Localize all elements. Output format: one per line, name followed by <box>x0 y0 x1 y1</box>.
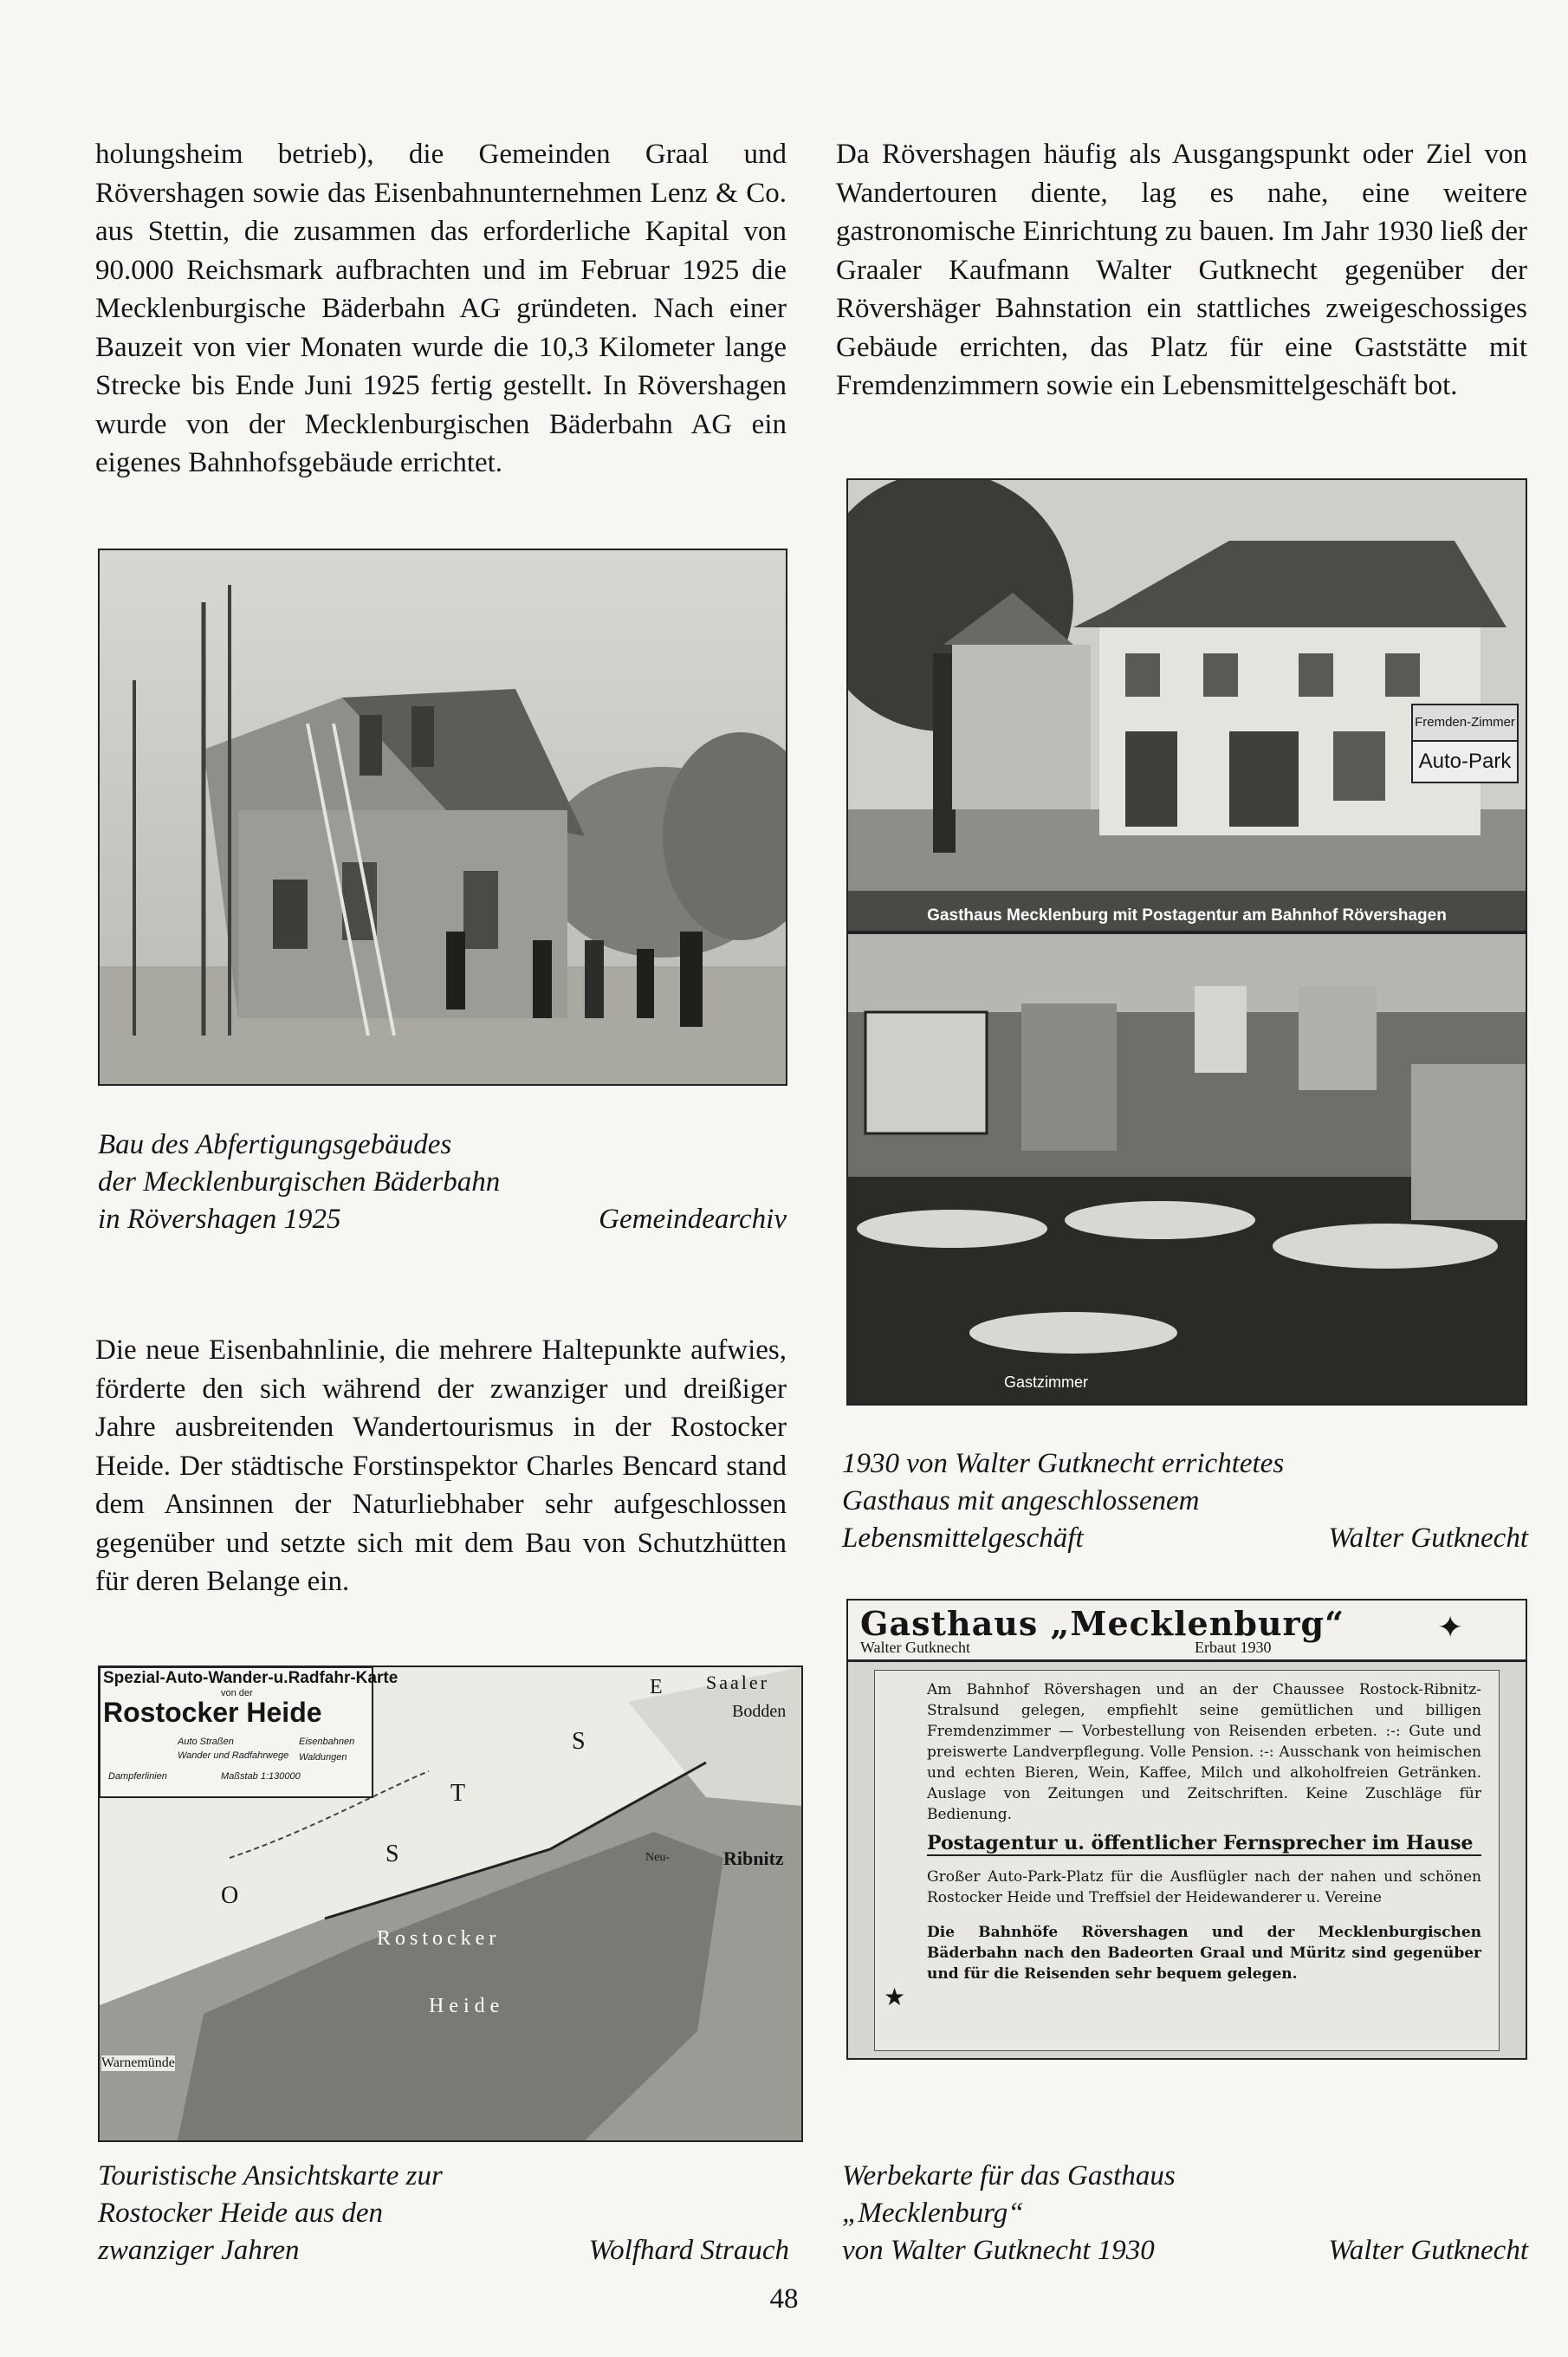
caption-line: Gasthaus mit angeschlossenem <box>842 1485 1200 1516</box>
map-letter-s2: S <box>572 1728 586 1755</box>
ad-header <box>848 1601 1526 1662</box>
caption-line: in Rövershagen 1925 <box>98 1204 341 1235</box>
photo-exterior-caption: Gasthaus Mecklenburg mit Postagentur am Bahnhof Rövershagen <box>927 906 1447 925</box>
map-rostocker-heide <box>98 1665 803 2142</box>
ad-built: Erbaut 1930 <box>1195 1639 1272 1656</box>
map-letter-s1: S <box>386 1841 399 1867</box>
caption-line: Bau des Abfertigungsgebäudes <box>98 1129 452 1160</box>
page-number: 48 <box>769 2283 799 2315</box>
photo-gasthaus-exterior <box>846 478 1527 932</box>
map-label-rostocker: Rostocker <box>377 1927 501 1950</box>
photo-station-construction <box>98 549 787 1086</box>
photo-gastzimmer <box>846 932 1527 1406</box>
map-header-small: Spezial-Auto-Wander-u.Radfahr-Karte <box>103 1669 398 1687</box>
ad-title: Gasthaus „Mecklenburg“ <box>860 1604 1344 1643</box>
map-legend-roads: Auto Straßen <box>178 1737 234 1747</box>
ad-body: Am Bahnhof Rövershagen und an der Chaussee Rostock-Ribnitz-Stralsund gelegen, empfiehlt seine gemütlichen und billigen Fremdenzimmer — Vorbestellung von Reisenden erbeten. :-: Gute und preiswerte Landverpflegung. Volle Pension. :-: Ausschank von heimischen und echten Bieren, Wein, Kaffee, Milch und alkoholfreien Getränken. Auslage von Zeitungen und Zeitschriften. Keine Zuschläge für Bedienung. <box>927 1681 1481 1823</box>
ad-footer: Die Bahnhöfe Rövershagen und der Mecklenburgischen Bäderbahn nach den Badeorten Graal und Müritz sind gegenüber und für die Reisenden sehr bequem gelegen. <box>927 1924 1481 1983</box>
caption-line: Rostocker Heide aus den <box>98 2198 383 2229</box>
caption-line: Lebensmittelgeschäft <box>842 1523 1084 1554</box>
caption-credit: Gemeindearchiv <box>599 1204 787 1235</box>
right-paragraph-1: Da Rövershagen häufig als Ausgangspunkt oder Ziel von Wandertouren diente, lag es nahe, eine weitere gastronomische Einrichtung zu bauen. Im Jahr 1930 ließ der Graaler Kaufmann Walter Gutknecht gegenüber der Rövershäger Bahnstation ein stattliches zweigeschossiges Gebäude errichten, das Platz für eine Gaststätte mit Fremdenzimmern sowie ein Lebensmittelgeschäft bot. <box>836 139 1527 401</box>
left-paragraph-1: holungsheim betrieb), die Gemeinden Graal und Rövershagen sowie das Eisenbahnunternehmen Lenz & Co. aus Stettin, die zusammen das erforderliche Kapital von 90.000 Reichsmark aufbrachten und im Februar 1925 die Mecklenburgische Bäderbahn AG gründeten. Nach einer Bauzeit von vier Monaten wurde die 10,3 Kilometer lange Strecke bis Ende Juni 1925 fertig gestellt. In Rövershagen wurde von der Mecklenburgischen Bäderbahn AG ein eigenes Bahnhofsgebäude errichtet. <box>95 139 787 478</box>
sign-auto-park: Auto-Park <box>1411 740 1519 783</box>
map-label-bodden: Bodden <box>732 1702 787 1721</box>
caption-credit: Walter Gutknecht <box>1328 2235 1528 2266</box>
caption-gasthaus <box>842 1445 1528 1557</box>
caption-map <box>98 2158 789 2269</box>
map-letter-t: T <box>450 1780 466 1807</box>
map-legend-paths: Wander und Radfahrwege <box>178 1750 289 1761</box>
map-label-ribnitz: Ribnitz <box>723 1847 784 1869</box>
map-header-big: Rostocker Heide <box>103 1697 322 1728</box>
map-label-warnemuende: Warnemünde <box>101 2055 175 2070</box>
caption-credit: Walter Gutknecht <box>1328 1523 1528 1554</box>
map-legend-ferries: Dampferlinien <box>108 1771 167 1782</box>
map-header-von: von der <box>221 1688 253 1698</box>
caption-line: zwanziger Jahren <box>98 2235 300 2266</box>
map-letter-o: O <box>221 1882 239 1909</box>
caption-station-construction <box>98 1127 787 1238</box>
caption-line: von Walter Gutknecht 1930 <box>842 2235 1155 2266</box>
caption-credit: Wolfhard Strauch <box>588 2235 789 2266</box>
map-legend-scale: Maßstab 1:130000 <box>221 1771 301 1782</box>
ad-parking: Großer Auto-Park-Platz für die Ausflügler nach der nahen und schönen Rostocker Heide und Treffsiel der Heidewanderer u. Vereine <box>927 1868 1481 1906</box>
map-legend-box <box>100 1667 398 1797</box>
ad-body-panel <box>874 1670 1500 2051</box>
sign-fremden-zimmer: Fremden-Zimmer <box>1411 704 1519 742</box>
caption-advertisement <box>842 2158 1528 2269</box>
caption-line: 1930 von Walter Gutknecht errichtetes <box>842 1448 1285 1479</box>
map-legend-woods: Waldungen <box>299 1752 347 1763</box>
caption-line: „Mecklenburg“ <box>842 2198 1024 2229</box>
caption-line: Touristische Ansichtskarte zur <box>98 2160 443 2191</box>
map-label-neu: Neu- <box>645 1851 670 1864</box>
map-label-saaler: Saaler <box>706 1672 769 1693</box>
ad-star-icon: ★ <box>884 1984 906 2011</box>
ad-post: Postagentur u. öffentlicher Fernsprecher im Hause <box>927 1832 1481 1856</box>
ad-logo-icon: ✦ <box>1437 1610 1464 1645</box>
photo-interior-label: Gastzimmer <box>1004 1373 1089 1391</box>
ad-owner: Walter Gutknecht <box>860 1639 971 1656</box>
advertisement-card <box>846 1599 1527 2060</box>
left-paragraph-2: Die neue Eisenbahnlinie, die mehrere Haltepunkte aufwies, förderte den sich während der zwanziger und dreißiger Jahre ausbreitenden Wandertourismus in der Rostocker Heide. Der städtische Forstinspektor Charles Bencard stand dem Ansinnen der Naturliebhaber sehr aufgeschlossen gegenüber und setzte sich mit dem Bau von Schutzhütten für deren Belange ein. <box>95 1334 787 1597</box>
map-label-heide: Heide <box>429 1995 505 2017</box>
map-legend-rail: Eisenbahnen <box>299 1737 355 1747</box>
map-letter-e: E <box>650 1676 663 1698</box>
caption-line: der Mecklenburgischen Bäderbahn <box>98 1166 501 1198</box>
caption-line: Werbekarte für das Gasthaus <box>842 2160 1176 2191</box>
